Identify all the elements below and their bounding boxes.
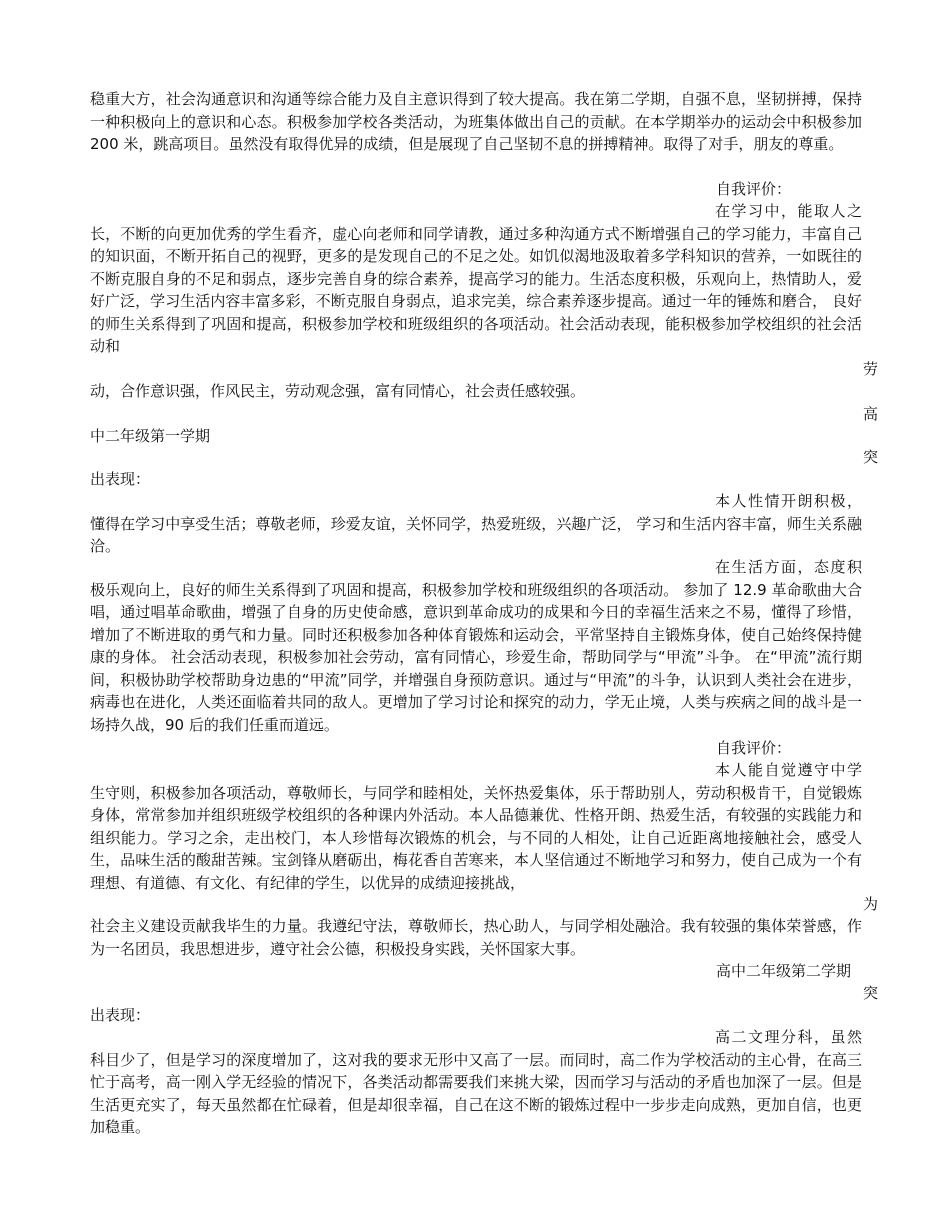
margin-char-gao: 高 — [863, 405, 879, 423]
paragraph-subject-division: 高二文理分科，虽然科目少了，但是学习的深度增加了，这对我的要求无形中又高了一层。而同时，高二作为学校活动的主心骨，在高三忙于高考，高一刚入学无经验的情况下，各类活动都需要我们来挑大梁，因而学习与活动的矛盾也加深了一层。但是生活更充实了，每天虽然都在忙碌着，但是却很幸福，自己在这不断的锻炼过程中一步步走向成熟，更加自信，也更加稳重。 — [90, 1028, 862, 1136]
heading-self-evaluation-2: 自我评价： — [716, 739, 792, 757]
heading-outstanding-performance-1: 出表现： — [90, 470, 151, 488]
paragraph-personality: 本人性情开朗积极，懂得在学习中享受生活；尊敬老师，珍爱友谊，关怀同学，热爱班级，兴趣广泛， 学习和生活内容丰富，师生关系融洽。 — [90, 492, 862, 555]
paragraph-life-activities: 在生活方面，态度积极乐观向上，良好的师生关系得到了巩固和提高，积极参加学校和班级组织的各项活动。 参加了 12.9 革命歌曲大合唱，通过唱革命歌曲，增强了自身的历史使命感，意识到革命成功的成果和今日的幸福生活来之不易，懂得了珍惜，增加了不断进取的勇气和力量。同时还积极参加各种体育锻炼和运动会，平常坚持自主锻炼身体，使自己始终保持健康的身体。 社会活动表现，积极参加社会劳动，富有同情心，珍爱生命，帮助同学与“甲流”斗争。 在“甲流”流行期间，积极协助学校帮助身边患的“甲流”同学，并增强自身预防意识。通过与“甲流”的斗争，认识到人类社会在进步，病毒也在进化，人类还面临着共同的敌人。更增加了学习讨论和探究的动力，学无止境，人类与疾病之间的战斗是一场持久战，90 后的我们任重而道远。 — [90, 558, 862, 734]
paragraph-code-of-conduct: 本人能自觉遵守中学生守则，积极参加各项活动，尊敬师长，与同学和睦相处，关怀热爱集体，乐于帮助别人，劳动积极肯干，自觉锻炼身体，常常参加并组织班级学校组织的各种课内外活动。本人品德兼优、性格开朗、热爱生活，有较强的实践能力和组织能力。学习之余，走出校门，本人珍惜每次锻炼的机会，与不同的人相处，让自己近距离地接触社会，感受人生，品味生活的酸甜苦辣。宝剑锋从磨砺出，梅花香自苦寒来，本人坚信通过不断地学习和努力，使自己成为一个有理想、有道德、有文化、有纪律的学生，以优异的成绩迎接挑战， — [90, 761, 862, 892]
heading-grade2-semester2: 高中二年级第二学期 — [716, 962, 852, 980]
paragraph-socialism-contribution: 社会主义建设贡献我毕生的力量。我遵纪守法，尊敬师长，热心助人，与同学相处融洽。我有较强的集体荣誉感，作为一名团员，我思想进步，遵守社会公德，积极投身实践，关怀国家大事。 — [90, 917, 862, 958]
paragraph-study-self-evaluation: 在学习中，能取人之长，不断的向更加优秀的学生看齐，虚心向老师和同学请教，通过多种沟通方式不断增强自己的学习能力，丰富自己的知识面，不断开拓自己的视野，更多的是发现自己的不足之处。如饥似渴地汲取着多学科知识的营养，一如既往的不断克服自身的不足和弱点，逐步完善自身的综合素养，提高学习的能力。生活态度积极，乐观向上，热情助人，爱好广泛，学习生活内容丰富多彩，不断克服自身弱点，追求完美，综合素养逐步提高。通过一年的锤炼和磨合， 良好的师生关系得到了巩固和提高，积极参加学校和班级组织的各项活动。社会活动表现，能积极参加学校组织的社会活动和 — [90, 202, 862, 355]
margin-char-wei: 为 — [863, 895, 879, 913]
margin-char-lao: 劳 — [863, 360, 879, 378]
margin-char-tu-2: 突 — [863, 984, 879, 1002]
margin-char-tu-1: 突 — [863, 448, 879, 466]
heading-grade2-semester1: 中二年级第一学期 — [90, 427, 211, 445]
heading-self-evaluation-1: 自我评价： — [716, 180, 792, 198]
paragraph-labor-attitude: 动，合作意识强，作风民主，劳动观念强，富有同情心，社会责任感较强。 — [90, 382, 586, 400]
paragraph-second-semester-summary: 稳重大方，社会沟通意识和沟通等综合能力及自主意识得到了较大提高。我在第二学期，自强不息，坚韧拼搏，保持一种积极向上的意识和心态。积极参加学校各类活动，为班集体做出自己的贡献。在本学期举办的运动会中积极参加 200 米，跳高项目。虽然没有取得优异的成绩，但是展现了自己坚韧不息的拼搏精神。取得了对手，朋友的尊重。 — [90, 90, 862, 153]
heading-outstanding-performance-2: 出表现： — [90, 1006, 151, 1024]
